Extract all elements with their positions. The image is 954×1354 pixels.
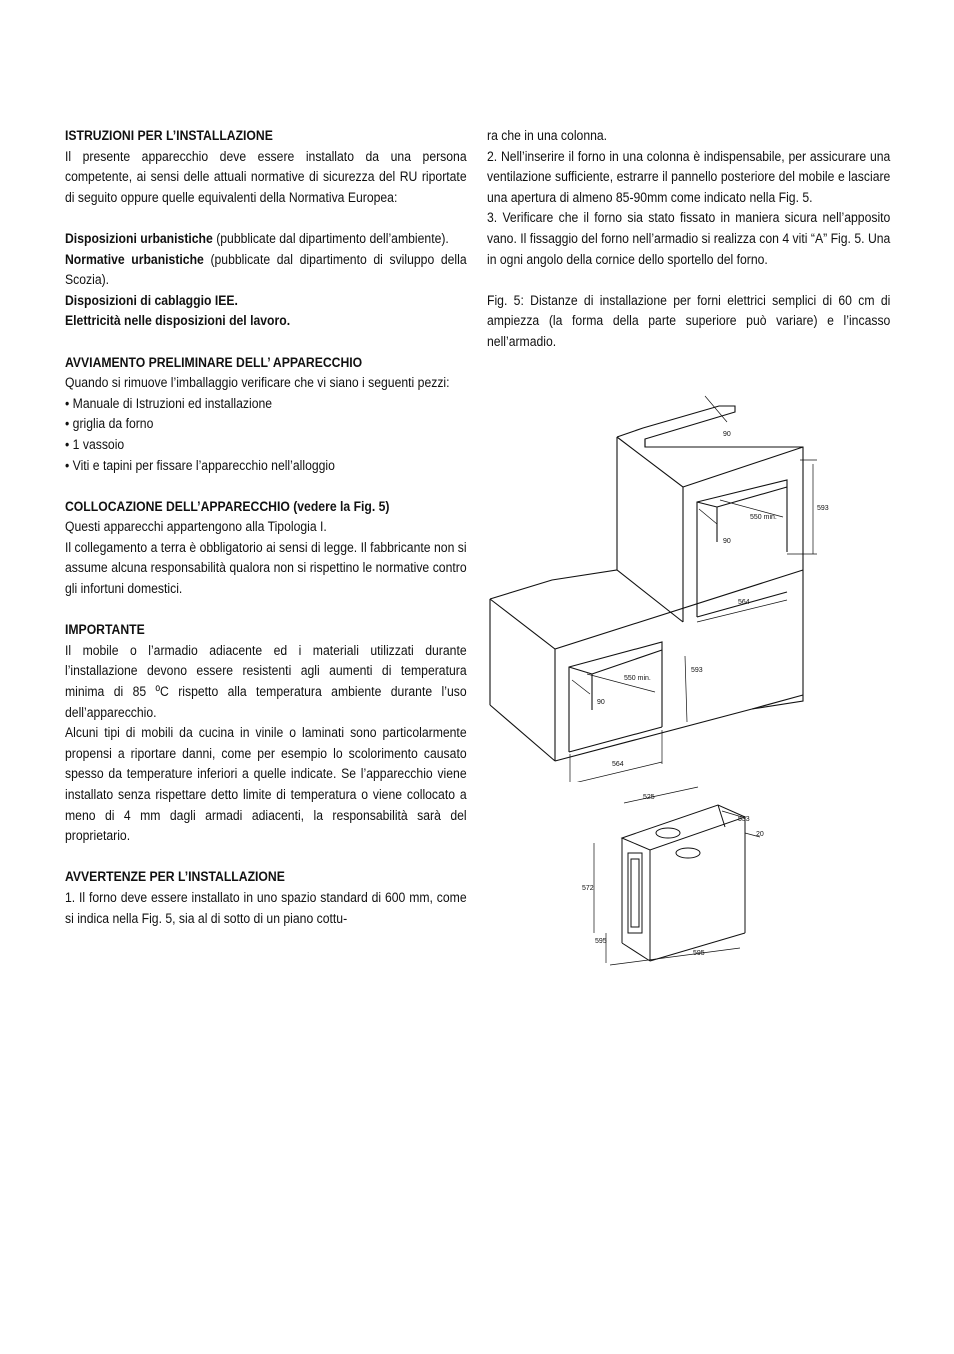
list-item: • 1 vassoio	[65, 436, 125, 453]
dim-vent-top: 90	[723, 431, 731, 438]
right-column	[487, 126, 890, 353]
cabinet-installation-diagram	[487, 392, 837, 782]
urban-provisions-label: Disposizioni urbanistiche	[65, 230, 213, 247]
dim-min-lower: 550 min.	[624, 675, 651, 682]
list-item: • griglia da forno	[65, 416, 154, 433]
electricity-regulations: Elettricità nelle disposizioni del lavoro.	[65, 313, 291, 330]
dim-width-upper: 564	[738, 599, 750, 606]
dim-width-lower: 564	[612, 761, 624, 768]
dim-height-body: 572	[582, 885, 594, 892]
wiring-regulations: Disposizioni di cablaggio IEE.	[65, 292, 238, 309]
placement-text-2: Il collegamento a terra è obbligatorio ai sensi di legge. Il fabbricante non si assume alcuna responsabilità qualora non si rispettino le normative contro gli infortuni domestici.	[65, 539, 467, 598]
list-item: • Viti e tapini per fissare l’apparecchio nell’alloggio	[65, 457, 335, 474]
urban-regulations	[65, 250, 467, 291]
installation-text: Il presente apparecchio deve essere installato da una persona competente, ai sensi delle attuali normative di sicurezza del RU riportate di seguito oppure quelle equivalenti della Normativa Europea:	[65, 148, 467, 206]
left-column	[65, 126, 467, 929]
oven-dimensions-diagram	[580, 783, 770, 968]
placement-text-1: Questi apparecchi appartengono alla Tipologia I.	[65, 519, 327, 536]
urban-regulations-text: (pubblicate dal dipartimento di sviluppo della Scozia).	[65, 251, 467, 289]
important-text-1: Il mobile o l’armadio adiacente ed i materiali utilizzati durante l’installazione devono essere resistenti agli aumenti di temperatura minima di 85 ºC rispetto alla temperatura ambiente durante l’uso dell’apparecchio.	[65, 642, 467, 721]
important-heading: IMPORTANTE	[65, 622, 145, 639]
dim-height-front: 595	[595, 938, 607, 945]
startup-heading: AVVIAMENTO PRELIMINARE DELL’ APPARECCHIO	[65, 354, 363, 371]
warnings-text-2: 2. Nell’inserire il forno in una colonna è indispensabile, per assicurare una ventilazione sufficiente, estrarre il pannello posteriore del mobile e lasciare una apertura di almeno 85-90mm come indicato nella Fig. 5.	[487, 148, 891, 206]
urban-provisions	[65, 229, 467, 250]
dim-height-upper: 593	[817, 505, 829, 512]
warnings-text-3: 3. Verificare che il forno sia stato fissato in maniera sicura nell’apposito vano. Il fissaggio del forno nell’armadio si realizza con 4 viti “A” Fig. 5. Una in ogni angolo della cornice dello sportello del forno.	[487, 210, 891, 268]
dim-vent-lower: 90	[597, 699, 605, 706]
installation-heading: ISTRUZIONI PER L’INSTALLAZIONE	[65, 128, 273, 144]
warnings-text-1: 1. Il forno deve essere installato in uno spazio standard di 600 mm, come si indica nella Fig. 5, sia al di sotto di un piano cottu-	[65, 889, 467, 927]
dim-width-top: 525	[643, 794, 655, 801]
warnings-text-1-cont: ra che in una colonna.	[487, 128, 608, 144]
dim-frame: 20	[756, 831, 764, 838]
placement-heading: COLLOCAZIONE DELL’APPARECCHIO (vedere la Fig. 5)	[65, 498, 390, 515]
urban-provisions-text: (pubblicate dal dipartimento dell’ambiente).	[212, 230, 449, 247]
figure-caption: Fig. 5: Distanze di installazione per forni elettrici semplici di 60 cm di ampiezza (la forma della parte superiore può variare) e l’incasso nell’armadio.	[487, 292, 891, 350]
dim-min-upper: 550 min.	[750, 514, 777, 521]
urban-regulations-label: Normative urbanistiche	[65, 251, 204, 268]
dim-height-lower: 593	[691, 667, 703, 674]
dim-width-front: 595	[693, 950, 705, 957]
list-item: • Manuale di Istruzioni ed installazione	[65, 395, 273, 412]
important-text-2: Alcuni tipi di mobili da cucina in vinile o laminati sono particolarmente propensi a riportare danni, come per esempio lo scolorimento causato spesso da temperature inferiori a quelle indicate. Se l’apparecchio viene installato senza rispettare detto limite di temperatura o viene collocato a meno di 4 mm dagli armadi adiacenti, la responsabilità sarà del proprietario.	[65, 725, 467, 845]
warnings-heading: AVVERTENZE PER L’INSTALLAZIONE	[65, 869, 285, 886]
dim-depth: 533	[738, 816, 750, 823]
dim-vent-upper: 90	[723, 538, 731, 545]
startup-text: Quando si rimuove l’imballaggio verificare che vi siano i seguenti pezzi:	[65, 375, 450, 392]
